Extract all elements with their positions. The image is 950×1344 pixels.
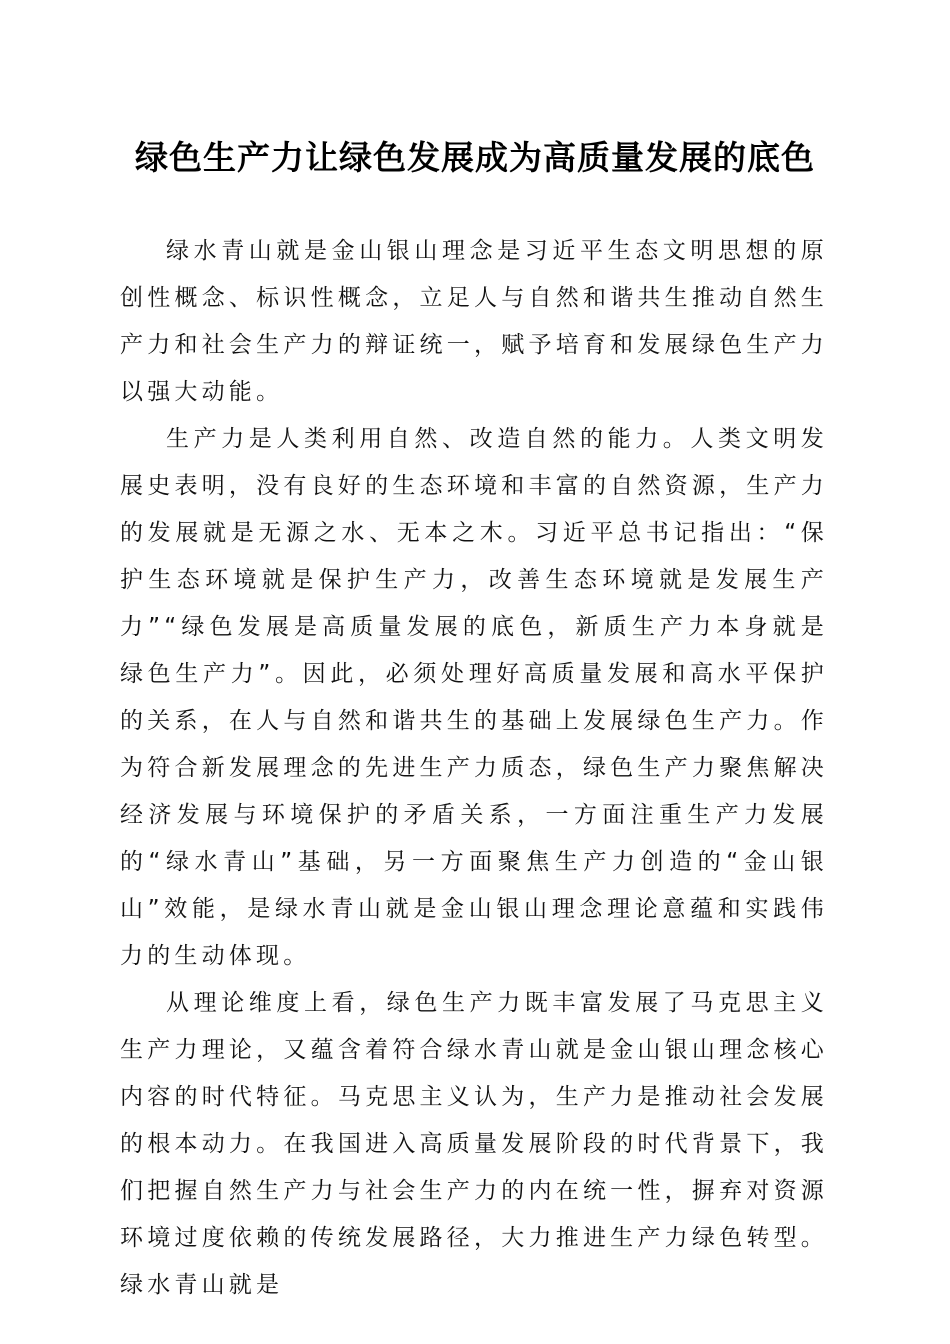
document-body [120,228,828,1309]
paragraph-1: 绿水青山就是金山银山理念是习近平生态文明思想的原创性概念、标识性概念，立足人与自然和谐共生推动自然生产力和社会生产力的辩证统一，赋予培育和发展绿色生产力以强大动能。 [120,238,828,405]
paragraph-2: 生产力是人类利用自然、改造自然的能力。人类文明发展史表明，没有良好的生态环境和丰富的自然资源，生产力的发展就是无源之水、无本之木。习近平总书记指出：“保护生态环境就是保护生产力，改善生态环境就是发展生产力”“绿色发展是高质量发展的底色，新质生产力本身就是绿色生产力”。因此，必须处理好高质量发展和高水平保护的关系，在人与自然和谐共生的基础上发展绿色生产力。作为符合新发展理念的先进生产力质态，绿色生产力聚焦解决经济发展与环境保护的矛盾关系，一方面注重生产力发展的“绿水青山”基础，另一方面聚焦生产力创造的“金山银山”效能，是绿水青山就是金山银山理念理论意蕴和实践伟力的生动体现。 [120,426,828,969]
paragraph-3: 从理论维度上看，绿色生产力既丰富发展了马克思主义生产力理论，又蕴含着符合绿水青山就是金山银山理念核心内容的时代特征。马克思主义认为，生产力是推动社会发展的根本动力。在我国进入高质量发展阶段的时代背景下，我们把握自然生产力与社会生产力的内在统一性，摒弃对资源环境过度依赖的传统发展路径，大力推进生产力绿色转型。绿水青山就是 [120,990,828,1298]
document-title: 绿色生产力让绿色发展成为高质量发展的底色 [135,138,815,177]
